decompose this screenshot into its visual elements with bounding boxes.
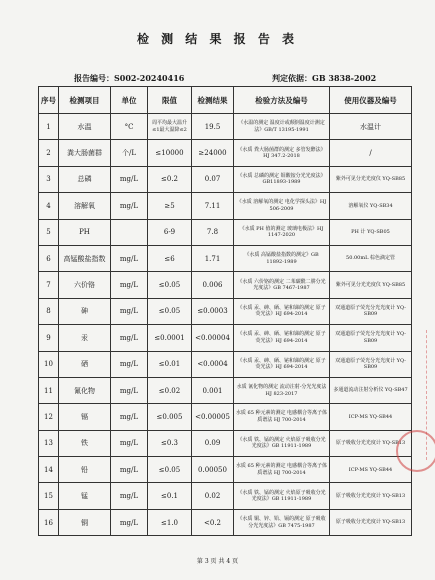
limit-value-cell: ≤10000 bbox=[148, 140, 192, 166]
row-number-cell: 4 bbox=[39, 193, 59, 219]
test-result-cell: 0.00050 bbox=[192, 457, 234, 483]
instrument-cell: ICP-MS YQ-SB44 bbox=[330, 404, 412, 430]
table-row bbox=[39, 430, 412, 456]
test-method-cell: 《水质 汞、砷、硒、铋和锑的测定 原子荧光法》HJ 694-2014 bbox=[234, 351, 330, 377]
table-row bbox=[39, 457, 412, 483]
test-item-cell: 高锰酸盐指数 bbox=[59, 245, 111, 271]
header-result: 检测结果 bbox=[192, 87, 234, 114]
unit-cell: mg/L bbox=[111, 245, 148, 271]
table-row bbox=[39, 483, 412, 509]
table-row bbox=[39, 509, 412, 535]
report-title: 检 测 结 果 报 告 表 bbox=[136, 32, 299, 46]
unit-cell: mg/L bbox=[111, 377, 148, 403]
row-number-cell: 10 bbox=[39, 351, 59, 377]
test-result-cell: 7.11 bbox=[192, 193, 234, 219]
test-method-cell: 《水质 铁、锰的测定 火焰原子吸收分光光度法》GB 11911-1989 bbox=[234, 430, 330, 456]
test-result-cell: 1.71 bbox=[192, 245, 234, 271]
instrument-cell: ICP-MS YQ-SB44 bbox=[330, 457, 412, 483]
test-result-cell: 0.02 bbox=[192, 483, 234, 509]
limit-value-cell: ≤0.0001 bbox=[148, 325, 192, 351]
row-number-cell: 1 bbox=[39, 114, 59, 140]
page-number: 第 3 页 共 4 页 bbox=[196, 558, 239, 565]
limit-value-cell: 周平均最大温升≤1最大温降≤2 bbox=[148, 114, 192, 140]
test-method-cell: 《水温的测定 温度计或颠倒温度计测定法》GB/T 13195-1991 bbox=[234, 114, 330, 140]
test-method-cell: 《水质 粪大肠菌群的测定 多管发酵法》HJ 347.2-2018 bbox=[234, 140, 330, 166]
test-result-cell: 0.006 bbox=[192, 272, 234, 298]
test-item-cell: 锰 bbox=[59, 483, 111, 509]
table-row bbox=[39, 114, 412, 140]
limit-value-cell: ≤1.0 bbox=[148, 509, 192, 535]
row-number-cell: 8 bbox=[39, 298, 59, 324]
header-item: 检测项目 bbox=[59, 87, 111, 114]
instrument-cell: PH 计 YQ-SB05 bbox=[330, 219, 412, 245]
instrument-cell: 紫外可见分光光度仪 YQ-SB85 bbox=[330, 166, 412, 192]
limit-value-cell: ≤0.2 bbox=[148, 166, 192, 192]
test-result-cell: 0.09 bbox=[192, 430, 234, 456]
row-number-cell: 14 bbox=[39, 457, 59, 483]
test-item-cell: 铜 bbox=[59, 509, 111, 535]
limit-value-cell: ≤0.05 bbox=[148, 457, 192, 483]
test-result-cell: <0.00004 bbox=[192, 325, 234, 351]
row-number-cell: 2 bbox=[39, 140, 59, 166]
table-row bbox=[39, 166, 412, 192]
test-result-cell: 7.8 bbox=[192, 219, 234, 245]
test-method-cell: 《水质 六价铬的测定 二苯碳酰二肼分光光度法》GB 7467-1987 bbox=[234, 272, 330, 298]
header-method: 检验方法及编号 bbox=[234, 87, 330, 114]
header-no: 序号 bbox=[39, 87, 59, 114]
test-method-cell: 水质 氰化物的测定 流动注射-分光光度法 HJ 823-2017 bbox=[234, 377, 330, 403]
test-method-cell: 《水质 汞、砷、硒、铋和锑的测定 原子荧光法》HJ 694-2014 bbox=[234, 325, 330, 351]
instrument-cell: 原子吸收分光光度计 YQ-SB13 bbox=[330, 430, 412, 456]
table-row bbox=[39, 245, 412, 271]
unit-cell: mg/L bbox=[111, 193, 148, 219]
table-row bbox=[39, 140, 412, 166]
test-item-cell: 六价铬 bbox=[59, 272, 111, 298]
table-header-row bbox=[39, 87, 412, 114]
test-item-cell: 粪大肠菌群 bbox=[59, 140, 111, 166]
test-result-cell: ≤0.0003 bbox=[192, 298, 234, 324]
test-item-cell: 总磷 bbox=[59, 166, 111, 192]
limit-value-cell: ≤0.3 bbox=[148, 430, 192, 456]
instrument-cell: 溶解氧仪 YQ-SB34 bbox=[330, 193, 412, 219]
results-table bbox=[38, 86, 412, 536]
test-item-cell: 铅 bbox=[59, 457, 111, 483]
test-item-cell: 砷 bbox=[59, 298, 111, 324]
table-row bbox=[39, 193, 412, 219]
row-number-cell: 15 bbox=[39, 483, 59, 509]
instrument-cell: / bbox=[330, 140, 412, 166]
limit-value-cell: ≤6 bbox=[148, 245, 192, 271]
row-number-cell: 16 bbox=[39, 509, 59, 535]
test-method-cell: 水质 65 种元素的测定 电感耦合等离子体质谱法 HJ 700-2014 bbox=[234, 404, 330, 430]
unit-cell: mg/L bbox=[111, 351, 148, 377]
test-method-cell: 《水质 汞、砷、硒、铋和锑的测定 原子荧光法》HJ 694-2014 bbox=[234, 298, 330, 324]
unit-cell: mg/L bbox=[111, 404, 148, 430]
test-method-cell: 《水质 高锰酸盐指数的测定》GB 11892-1989 bbox=[234, 245, 330, 271]
limit-value-cell: ≤0.005 bbox=[148, 404, 192, 430]
instrument-cell: 双通道原子荧光分光光度计 YQ-SB09 bbox=[330, 325, 412, 351]
unit-cell: mg/L bbox=[111, 272, 148, 298]
test-item-cell: 铁 bbox=[59, 430, 111, 456]
instrument-cell: 水温计 bbox=[330, 114, 412, 140]
test-item-cell: 溶解氧 bbox=[59, 193, 111, 219]
row-number-cell: 7 bbox=[39, 272, 59, 298]
limit-value-cell: ≤0.05 bbox=[148, 272, 192, 298]
test-result-cell: <0.2 bbox=[192, 509, 234, 535]
unit-cell: mg/L bbox=[111, 483, 148, 509]
unit-cell: mg/L bbox=[111, 325, 148, 351]
test-method-cell: 《水质 PH 值的测定 玻璃电极法》HJ 1147-2020 bbox=[234, 219, 330, 245]
test-result-cell: <0.00005 bbox=[192, 404, 234, 430]
test-method-cell: 《水质 溶解氧的测定 电化学探头法》HJ 506-2009 bbox=[234, 193, 330, 219]
test-method-cell: 水质 65 种元素的测定 电感耦合等离子体质谱法 HJ 700-2014 bbox=[234, 457, 330, 483]
instrument-cell: 原子吸收分光光度计 YQ-SB13 bbox=[330, 509, 412, 535]
header-limit: 限值 bbox=[148, 87, 192, 114]
unit-cell: 个/L bbox=[111, 140, 148, 166]
test-result-cell: 19.5 bbox=[192, 114, 234, 140]
header-instrument: 使用仪器及编号 bbox=[330, 87, 412, 114]
instrument-cell: 紫外可见分光光度仪 YQ-SB85 bbox=[330, 272, 412, 298]
limit-value-cell: ≤0.1 bbox=[148, 483, 192, 509]
row-number-cell: 13 bbox=[39, 430, 59, 456]
test-item-cell: 硒 bbox=[59, 351, 111, 377]
row-number-cell: 5 bbox=[39, 219, 59, 245]
report-number: 报告编号：S002-20240416 bbox=[74, 73, 185, 83]
judgment-standard: 判定依据：GB 3838-2002 bbox=[272, 73, 377, 83]
test-item-cell: PH bbox=[59, 219, 111, 245]
unit-cell: mg/L bbox=[111, 457, 148, 483]
limit-value-cell: ≤0.02 bbox=[148, 377, 192, 403]
unit-cell: mg/L bbox=[111, 166, 148, 192]
table-row bbox=[39, 272, 412, 298]
test-method-cell: 《水质 铁、锰的测定 火焰原子吸收分光光度法》GB 11911-1989 bbox=[234, 483, 330, 509]
test-item-cell: 镉 bbox=[59, 404, 111, 430]
test-method-cell: 《水质 总磷的测定 钼酸铵分光光度法》GB11893-1989 bbox=[234, 166, 330, 192]
unit-cell bbox=[111, 219, 148, 245]
test-method-cell: 《水质 铜、锌、铅、镉的测定 原子吸收分光光度法》GB 7475-1987 bbox=[234, 509, 330, 535]
test-item-cell: 汞 bbox=[59, 325, 111, 351]
instrument-cell: 50.00mL 棕色滴定管 bbox=[330, 245, 412, 271]
instrument-cell: 双通道原子荧光分光光度计 YQ-SB09 bbox=[330, 298, 412, 324]
instrument-cell: 多通道流动注射分析仪 YQ-SB47 bbox=[330, 377, 412, 403]
test-result-cell: 0.001 bbox=[192, 377, 234, 403]
row-number-cell: 3 bbox=[39, 166, 59, 192]
row-number-cell: 6 bbox=[39, 245, 59, 271]
instrument-cell: 双通道原子荧光分光光度计 YQ-SB09 bbox=[330, 351, 412, 377]
test-item-cell: 氰化物 bbox=[59, 377, 111, 403]
limit-value-cell: ≤0.05 bbox=[148, 298, 192, 324]
header-unit: 单位 bbox=[111, 87, 148, 114]
row-number-cell: 11 bbox=[39, 377, 59, 403]
table-row bbox=[39, 377, 412, 403]
table-row bbox=[39, 298, 412, 324]
unit-cell: mg/L bbox=[111, 430, 148, 456]
test-result-cell: <0.0004 bbox=[192, 351, 234, 377]
row-number-cell: 12 bbox=[39, 404, 59, 430]
test-item-cell: 水温 bbox=[59, 114, 111, 140]
row-number-cell: 9 bbox=[39, 325, 59, 351]
limit-value-cell: ≥5 bbox=[148, 193, 192, 219]
limit-value-cell: ≤0.01 bbox=[148, 351, 192, 377]
unit-cell: °C bbox=[111, 114, 148, 140]
unit-cell: mg/L bbox=[111, 509, 148, 535]
test-result-cell: 0.07 bbox=[192, 166, 234, 192]
limit-value-cell: 6-9 bbox=[148, 219, 192, 245]
table-row bbox=[39, 351, 412, 377]
table-row bbox=[39, 325, 412, 351]
instrument-cell: 原子吸收分光光度计 YQ-SB13 bbox=[330, 483, 412, 509]
unit-cell: mg/L bbox=[111, 298, 148, 324]
inspection-seal bbox=[396, 430, 435, 472]
table-row bbox=[39, 219, 412, 245]
test-result-cell: ≥24000 bbox=[192, 140, 234, 166]
table-row bbox=[39, 404, 412, 430]
